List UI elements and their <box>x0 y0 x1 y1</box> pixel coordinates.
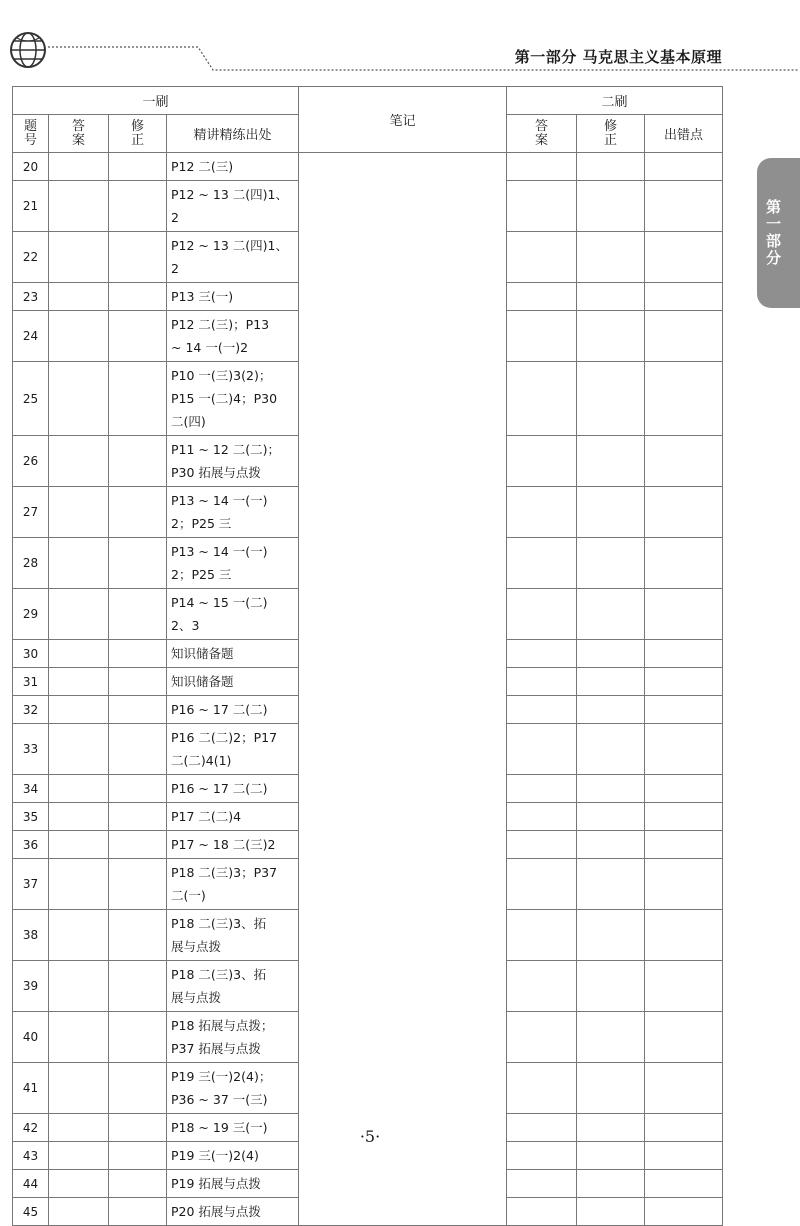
correction-cell <box>109 775 167 803</box>
correction-cell <box>109 696 167 724</box>
answer-second-cell <box>507 696 577 724</box>
source-cell: 知识储备题 <box>167 668 299 696</box>
correction-second-cell <box>577 311 645 362</box>
answer-cell <box>49 1063 109 1114</box>
source-cell: P13 ~ 14 一(一) 2；P25 三 <box>167 538 299 589</box>
correction-cell <box>109 362 167 436</box>
answer-review-table <box>12 86 723 1226</box>
correction-cell <box>109 436 167 487</box>
source-cell: P19 拓展与点拨 <box>167 1170 299 1198</box>
col-question-number: 题号 <box>13 115 49 153</box>
source-cell: P18 二(三)3；P37 二(一) <box>167 859 299 910</box>
answer-second-cell <box>507 283 577 311</box>
answer-cell <box>49 1012 109 1063</box>
answer-second-cell <box>507 1170 577 1198</box>
answer-cell <box>49 803 109 831</box>
source-cell: P12 ~ 13 二(四)1、2 <box>167 181 299 232</box>
source-cell: 知识储备题 <box>167 640 299 668</box>
source-cell: P16 二(二)2；P17 二(二)4(1) <box>167 724 299 775</box>
error-point-cell <box>645 1170 723 1198</box>
error-point-cell <box>645 696 723 724</box>
question-number-cell: 39 <box>13 961 49 1012</box>
source-cell: P18 拓展与点拨； P37 拓展与点拨 <box>167 1012 299 1063</box>
source-cell: P11 ~ 12 二(二)； P30 拓展与点拨 <box>167 436 299 487</box>
source-cell: P16 ~ 17 二(二) <box>167 775 299 803</box>
answer-cell <box>49 724 109 775</box>
correction-cell <box>109 181 167 232</box>
source-cell: P12 二(三)；P13 ~ 14 一(一)2 <box>167 311 299 362</box>
correction-cell <box>109 538 167 589</box>
answer-cell <box>49 910 109 961</box>
answer-second-cell <box>507 640 577 668</box>
correction-cell <box>109 640 167 668</box>
error-point-cell <box>645 283 723 311</box>
error-point-cell <box>645 910 723 961</box>
correction-cell <box>109 859 167 910</box>
answer-cell <box>49 153 109 181</box>
correction-second-cell <box>577 859 645 910</box>
answer-second-cell <box>507 538 577 589</box>
question-number-cell: 42 <box>13 1114 49 1142</box>
correction-second-cell <box>577 283 645 311</box>
correction-second-cell <box>577 724 645 775</box>
page-number: ·5· <box>359 1127 381 1146</box>
source-cell: P16 ~ 17 二(二) <box>167 696 299 724</box>
error-point-cell <box>645 640 723 668</box>
correction-second-cell <box>577 640 645 668</box>
correction-second-cell <box>577 668 645 696</box>
question-number-cell: 30 <box>13 640 49 668</box>
correction-cell <box>109 910 167 961</box>
question-number-cell: 22 <box>13 232 49 283</box>
error-point-cell <box>645 1063 723 1114</box>
answer-cell <box>49 859 109 910</box>
question-number-cell: 29 <box>13 589 49 640</box>
correction-second-cell <box>577 1170 645 1198</box>
question-number-cell: 31 <box>13 668 49 696</box>
answer-second-cell <box>507 487 577 538</box>
answer-second-cell <box>507 181 577 232</box>
question-number-cell: 40 <box>13 1012 49 1063</box>
question-number-cell: 28 <box>13 538 49 589</box>
answer-second-cell <box>507 775 577 803</box>
question-number-cell: 27 <box>13 487 49 538</box>
correction-cell <box>109 153 167 181</box>
answer-cell <box>49 668 109 696</box>
question-number-cell: 34 <box>13 775 49 803</box>
answer-cell <box>49 538 109 589</box>
error-point-cell <box>645 1198 723 1226</box>
correction-cell <box>109 232 167 283</box>
answer-cell <box>49 181 109 232</box>
correction-second-cell <box>577 538 645 589</box>
question-number-cell: 43 <box>13 1142 49 1170</box>
error-point-cell <box>645 436 723 487</box>
correction-cell <box>109 487 167 538</box>
answer-second-cell <box>507 724 577 775</box>
answer-cell <box>49 1170 109 1198</box>
group-first-pass: 一刷 <box>13 87 299 115</box>
question-number-cell: 32 <box>13 696 49 724</box>
source-cell: P13 三(一) <box>167 283 299 311</box>
answer-cell <box>49 436 109 487</box>
correction-second-cell <box>577 831 645 859</box>
question-number-cell: 26 <box>13 436 49 487</box>
col-answer: 答案 <box>49 115 109 153</box>
correction-cell <box>109 803 167 831</box>
correction-second-cell <box>577 487 645 538</box>
answer-second-cell <box>507 311 577 362</box>
answer-second-cell <box>507 859 577 910</box>
correction-cell <box>109 283 167 311</box>
correction-cell <box>109 1063 167 1114</box>
error-point-cell <box>645 538 723 589</box>
answer-second-cell <box>507 803 577 831</box>
source-cell: P20 拓展与点拨 <box>167 1198 299 1226</box>
source-cell: P13 ~ 14 一(一) 2；P25 三 <box>167 487 299 538</box>
correction-cell <box>109 1198 167 1226</box>
error-point-cell <box>645 961 723 1012</box>
answer-cell <box>49 487 109 538</box>
question-number-cell: 36 <box>13 831 49 859</box>
source-cell: P17 二(二)4 <box>167 803 299 831</box>
correction-second-cell <box>577 696 645 724</box>
error-point-cell <box>645 803 723 831</box>
section-side-tab-label: 第一部分 <box>764 199 782 267</box>
answer-cell <box>49 640 109 668</box>
answer-second-cell <box>507 153 577 181</box>
question-number-cell: 45 <box>13 1198 49 1226</box>
question-number-cell: 41 <box>13 1063 49 1114</box>
notes-cell <box>299 153 507 1226</box>
answer-second-cell <box>507 362 577 436</box>
answer-second-cell <box>507 1063 577 1114</box>
source-cell: P19 三(一)2(4) <box>167 1142 299 1170</box>
error-point-cell <box>645 487 723 538</box>
answer-cell <box>49 283 109 311</box>
correction-second-cell <box>577 775 645 803</box>
error-point-cell <box>645 181 723 232</box>
source-cell: P14 ~ 15 一(二) 2、3 <box>167 589 299 640</box>
source-cell: P10 一(三)3(2)； P15 一(二)4；P30 二(四) <box>167 362 299 436</box>
question-number-cell: 33 <box>13 724 49 775</box>
error-point-cell <box>645 668 723 696</box>
correction-second-cell <box>577 232 645 283</box>
globe-icon <box>8 30 48 70</box>
answer-second-cell <box>507 910 577 961</box>
col-source: 精讲精练出处 <box>167 115 299 153</box>
answer-second-cell <box>507 232 577 283</box>
answer-second-cell <box>507 961 577 1012</box>
error-point-cell <box>645 153 723 181</box>
question-number-cell: 20 <box>13 153 49 181</box>
correction-cell <box>109 724 167 775</box>
correction-second-cell <box>577 181 645 232</box>
error-point-cell <box>645 232 723 283</box>
answer-second-cell <box>507 589 577 640</box>
source-cell: P18 二(三)3、拓 展与点拨 <box>167 910 299 961</box>
answer-cell <box>49 1198 109 1226</box>
correction-cell <box>109 668 167 696</box>
answer-cell <box>49 696 109 724</box>
correction-second-cell <box>577 362 645 436</box>
answer-cell <box>49 311 109 362</box>
answer-cell <box>49 775 109 803</box>
header-title: 第一部分 马克思主义基本原理 <box>514 48 722 66</box>
error-point-cell <box>645 362 723 436</box>
correction-second-cell <box>577 1198 645 1226</box>
source-cell: P12 二(三) <box>167 153 299 181</box>
answer-second-cell <box>507 436 577 487</box>
col-correction: 修正 <box>109 115 167 153</box>
correction-second-cell <box>577 910 645 961</box>
group-second-pass: 二刷 <box>507 87 723 115</box>
source-cell: P12 ~ 13 二(四)1、2 <box>167 232 299 283</box>
question-number-cell: 21 <box>13 181 49 232</box>
error-point-cell <box>645 859 723 910</box>
group-notes: 笔记 <box>299 87 507 153</box>
answer-cell <box>49 961 109 1012</box>
source-cell: P17 ~ 18 二(三)2 <box>167 831 299 859</box>
col-correction-second: 修正 <box>577 115 645 153</box>
col-answer-second: 答案 <box>507 115 577 153</box>
correction-second-cell <box>577 803 645 831</box>
answer-cell <box>49 589 109 640</box>
correction-second-cell <box>577 589 645 640</box>
answer-cell <box>49 232 109 283</box>
error-point-cell <box>645 775 723 803</box>
answer-second-cell <box>507 1012 577 1063</box>
error-point-cell <box>645 724 723 775</box>
correction-second-cell <box>577 1012 645 1063</box>
correction-second-cell <box>577 153 645 181</box>
col-error-point: 出错点 <box>645 115 723 153</box>
answer-cell <box>49 362 109 436</box>
correction-second-cell <box>577 961 645 1012</box>
correction-second-cell <box>577 1063 645 1114</box>
source-cell: P19 三(一)2(4)； P36 ~ 37 一(三) <box>167 1063 299 1114</box>
table-row <box>13 153 723 181</box>
question-number-cell: 38 <box>13 910 49 961</box>
question-number-cell: 37 <box>13 859 49 910</box>
correction-cell <box>109 589 167 640</box>
source-cell: P18 ~ 19 三(一) <box>167 1114 299 1142</box>
correction-cell <box>109 1012 167 1063</box>
question-number-cell: 44 <box>13 1170 49 1198</box>
question-number-cell: 23 <box>13 283 49 311</box>
error-point-cell <box>645 831 723 859</box>
answer-second-cell <box>507 831 577 859</box>
correction-cell <box>109 831 167 859</box>
question-number-cell: 24 <box>13 311 49 362</box>
error-point-cell <box>645 311 723 362</box>
error-point-cell <box>645 1012 723 1063</box>
correction-cell <box>109 1170 167 1198</box>
correction-cell <box>109 311 167 362</box>
source-cell: P18 二(三)3、拓 展与点拨 <box>167 961 299 1012</box>
question-number-cell: 25 <box>13 362 49 436</box>
section-side-tab <box>757 158 800 308</box>
correction-cell <box>109 961 167 1012</box>
answer-second-cell <box>507 1198 577 1226</box>
question-number-cell: 35 <box>13 803 49 831</box>
error-point-cell <box>645 589 723 640</box>
answer-cell <box>49 831 109 859</box>
answer-second-cell <box>507 668 577 696</box>
correction-second-cell <box>577 436 645 487</box>
